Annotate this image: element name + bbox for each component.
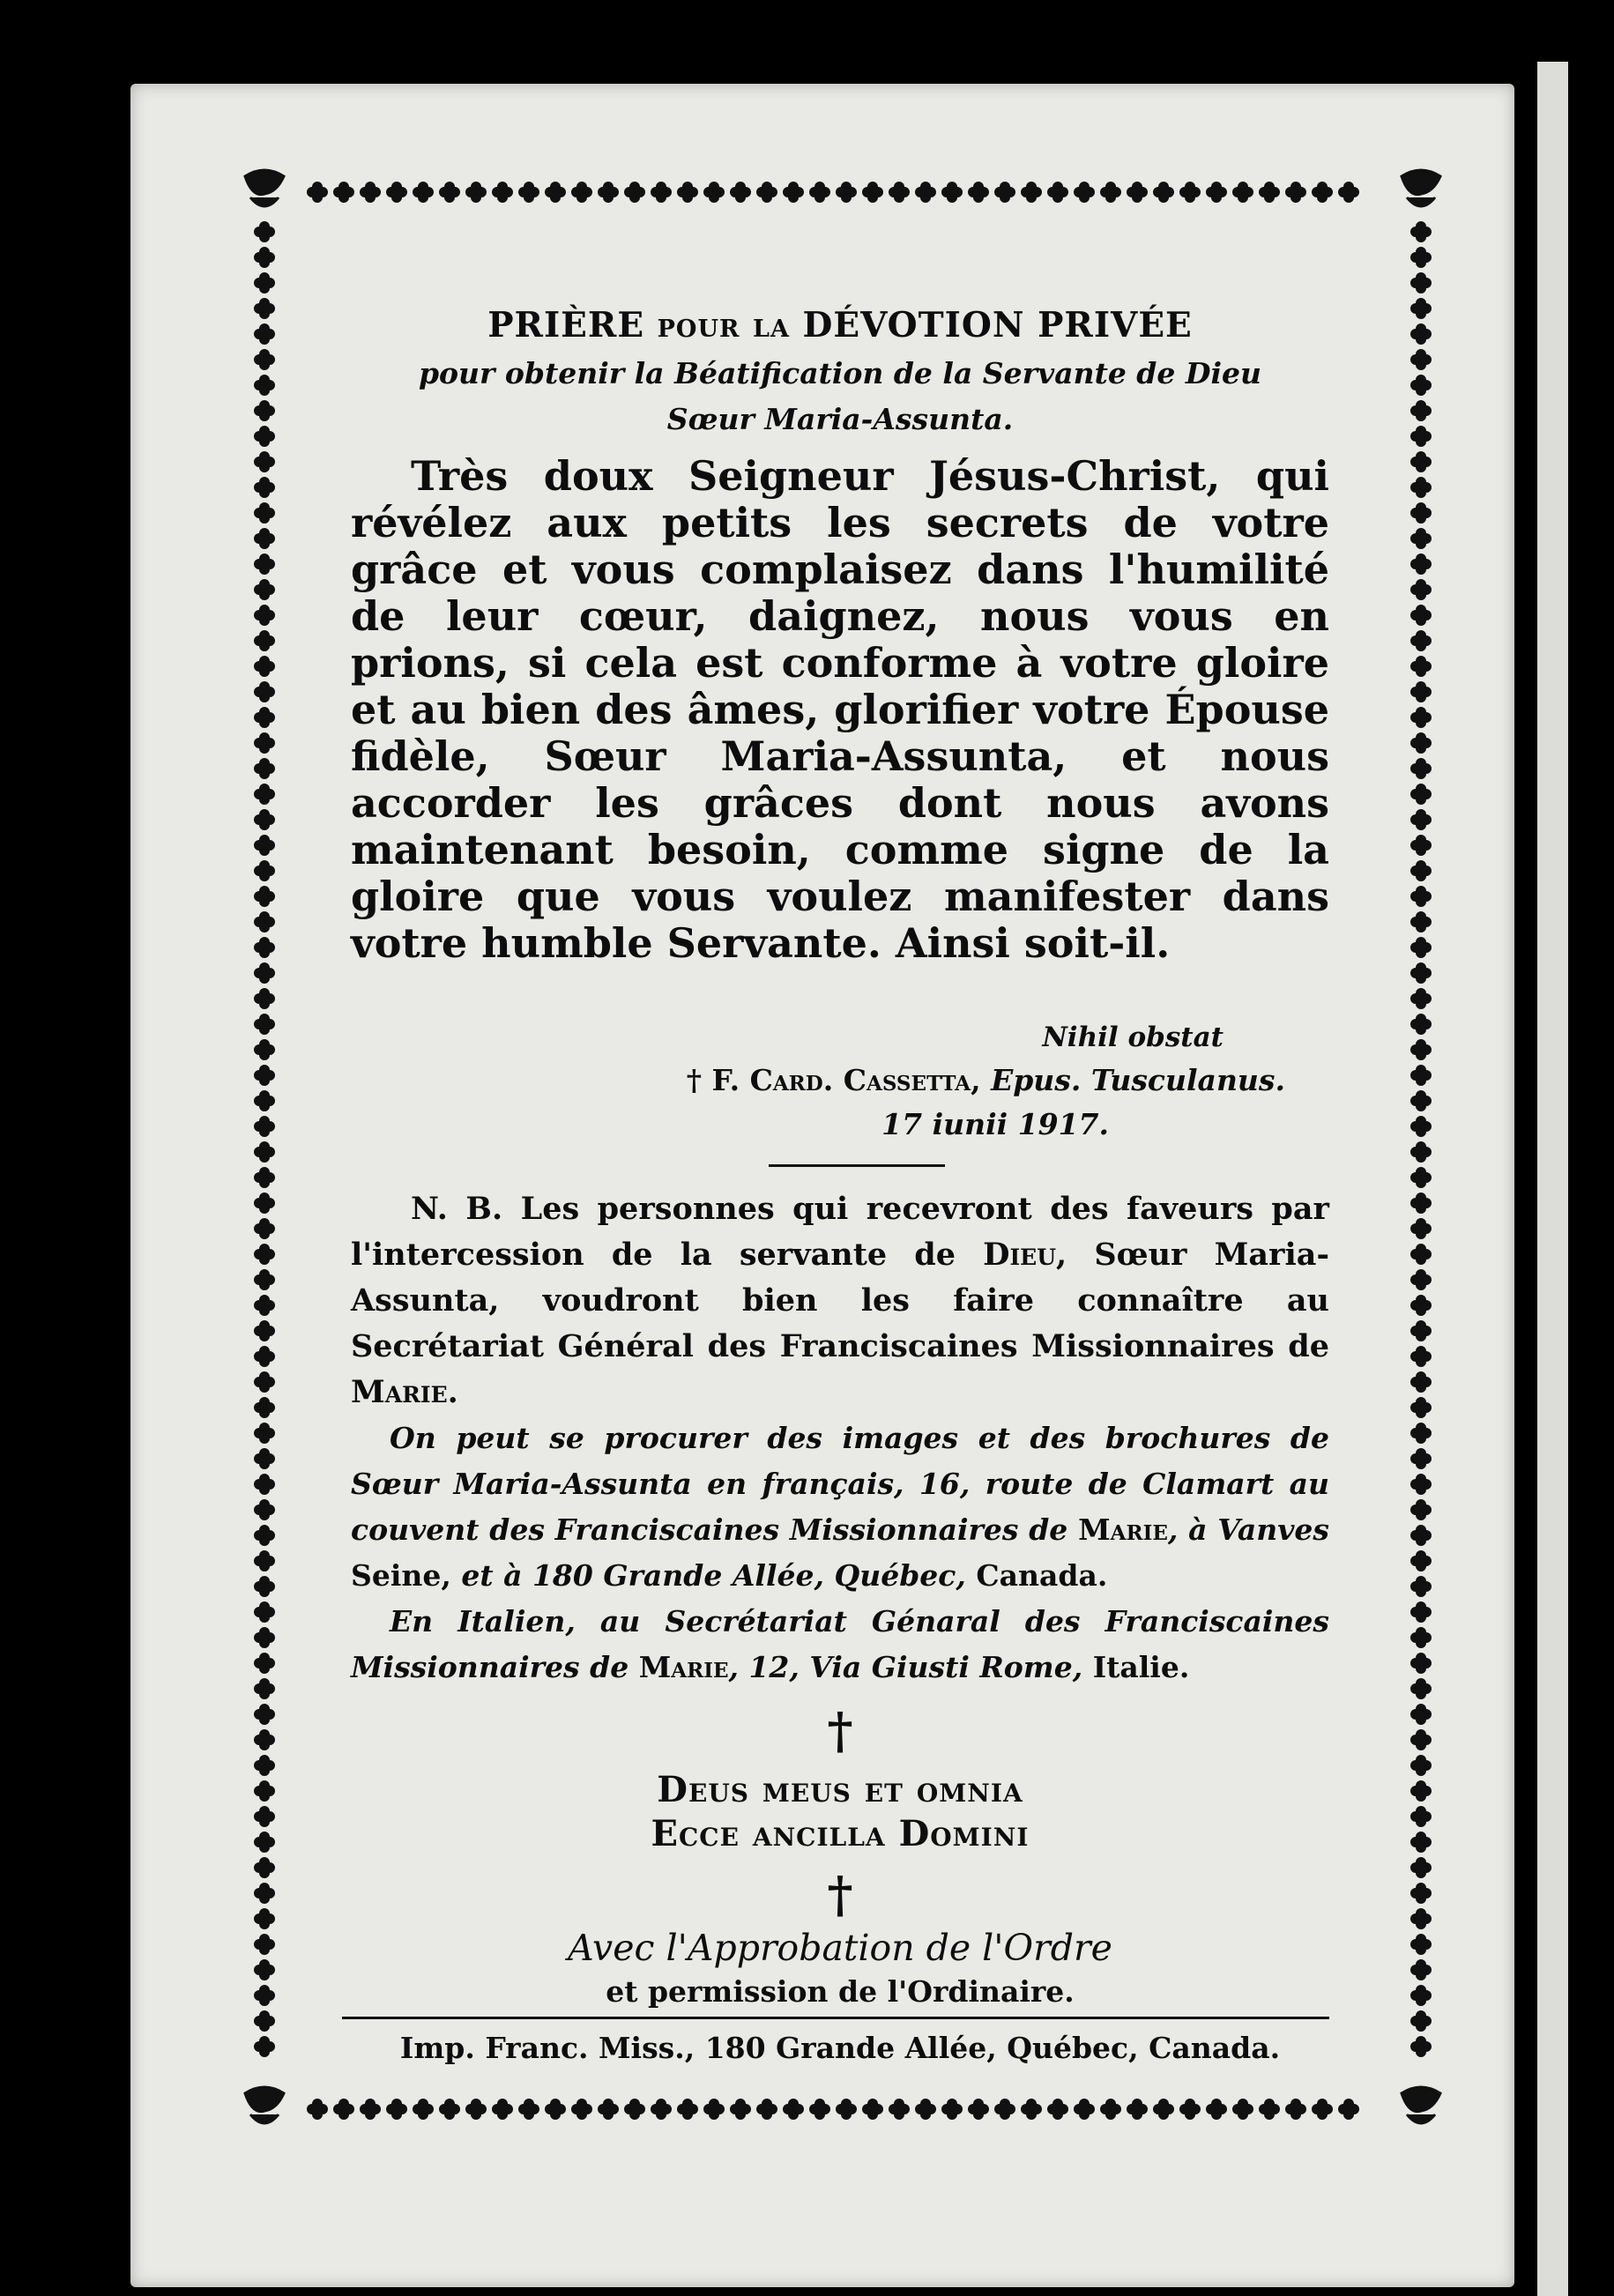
border-ornament bbox=[1411, 375, 1432, 396]
border-ornament bbox=[1411, 1347, 1432, 1367]
border-ornament bbox=[1101, 2099, 1121, 2120]
nb-text-1: Les personnes qui recevront des faveurs par l'intercession de la servante de bbox=[351, 1191, 1330, 1273]
border-ornament bbox=[334, 2099, 354, 2120]
border-ornament bbox=[1411, 1398, 1432, 1418]
border-ornament bbox=[255, 1526, 275, 1546]
border-ornament bbox=[1411, 1168, 1432, 1188]
border-ornament bbox=[255, 1628, 275, 1648]
border-ornament bbox=[255, 1832, 275, 1853]
cardinal-signature bbox=[351, 1059, 1285, 1103]
border-ornament bbox=[255, 1168, 275, 1188]
border-ornament bbox=[1411, 580, 1432, 600]
border-ornament bbox=[255, 1347, 275, 1367]
border-ornament bbox=[1411, 1500, 1432, 1520]
border-ornament bbox=[1411, 1756, 1432, 1776]
border-ornament bbox=[1075, 182, 1095, 203]
it-italie: Italie. bbox=[1092, 1650, 1190, 1684]
border-ornament bbox=[255, 836, 275, 856]
cross-mark: † bbox=[686, 1063, 702, 1097]
deus-meus-line: Deus meus et omnia bbox=[657, 1769, 1023, 1810]
border-ornament bbox=[625, 2099, 645, 2120]
prayer-heading: PRIÈRE pour la DÉVOTION PRIVÉE bbox=[487, 305, 1193, 346]
border-ornament bbox=[1339, 182, 1359, 203]
border-ornament bbox=[1411, 350, 1432, 370]
border-ornament bbox=[255, 1577, 275, 1597]
fr-vanves: Vanves bbox=[1217, 1512, 1329, 1547]
border-ornament bbox=[1411, 1270, 1432, 1290]
cardinal-title: Epus. Tusculanus. bbox=[991, 1063, 1285, 1097]
border-ornament bbox=[1180, 182, 1201, 203]
border-ornament bbox=[466, 182, 487, 203]
border-ornament bbox=[361, 2099, 381, 2120]
border-ornament bbox=[546, 182, 566, 203]
border-ornament bbox=[889, 2099, 910, 2120]
nihil-obstat: Nihil obstat bbox=[1042, 1022, 1224, 1053]
border-ornament bbox=[1411, 503, 1432, 524]
border-ornament bbox=[704, 2099, 725, 2120]
fr-marie: Marie bbox=[1078, 1512, 1168, 1547]
border-ornament bbox=[1411, 222, 1432, 242]
border-ornament bbox=[1411, 1628, 1432, 1648]
border-ornament bbox=[1127, 182, 1148, 203]
border-ornament bbox=[1411, 1296, 1432, 1316]
border-ornament bbox=[413, 2099, 434, 2120]
border-ornament bbox=[1411, 1679, 1432, 1699]
border-ornament bbox=[1411, 1960, 1432, 1980]
border-ornament bbox=[255, 912, 275, 933]
border-ornament bbox=[1260, 182, 1280, 203]
border-ornament bbox=[255, 2037, 275, 2057]
ecce-ancilla-line: Ecce ancilla Domini bbox=[651, 1813, 1030, 1854]
border-ornament bbox=[1411, 1193, 1432, 1214]
border-ornament bbox=[255, 1398, 275, 1418]
border-ornament bbox=[1075, 2099, 1095, 2120]
border-ornament bbox=[1411, 657, 1432, 677]
border-ornament bbox=[1411, 1577, 1432, 1597]
border-ornament bbox=[942, 2099, 963, 2120]
border-ornament bbox=[1411, 1449, 1432, 1469]
border-ornament bbox=[255, 733, 275, 754]
border-ornament bbox=[255, 1219, 275, 1239]
border-ornament bbox=[1411, 810, 1432, 830]
approval-date: 17 iunii 1917. bbox=[881, 1107, 1109, 1141]
border-ornament bbox=[1411, 1602, 1432, 1623]
border-ornament bbox=[255, 682, 275, 702]
prayer-text: Très doux Seigneur Jésus-Christ, qui révélez aux petits les secrets de votre grâce et vous complaisez dans l'humilité de leur cœur, daignez, nous vous en prions, si cela est conforme à votre gloire et au bien des âmes, glorifier votre Épouse fidèle, Sœur Maria-Assunta, et nous accorder les grâces dont nous avons maintenant besoin, comme signe de la gloire que vous voulez manifester dans votre humble Servante. Ainsi soit-il. bbox=[351, 452, 1329, 967]
border-ornament bbox=[1022, 2099, 1042, 2120]
border-ornament bbox=[1127, 2099, 1148, 2120]
border-ornament bbox=[255, 1423, 275, 1444]
border-ornament bbox=[1411, 401, 1432, 421]
border-ornament bbox=[255, 1781, 275, 1802]
border-ornament bbox=[519, 2099, 539, 2120]
border-ornament bbox=[519, 182, 539, 203]
border-ornament bbox=[837, 182, 857, 203]
border-ornament bbox=[704, 182, 725, 203]
border-ornament bbox=[1411, 1884, 1432, 1904]
border-ornament bbox=[255, 1602, 275, 1623]
it-marie: Marie bbox=[638, 1650, 729, 1684]
border-ornament bbox=[255, 1909, 275, 1929]
border-ornament bbox=[810, 2099, 830, 2120]
border-ornament bbox=[1154, 182, 1174, 203]
border-ornament bbox=[255, 503, 275, 524]
border-ornament bbox=[1313, 2099, 1333, 2120]
border-ornament bbox=[1411, 529, 1432, 549]
divider-short bbox=[769, 1164, 945, 1167]
permission-line: et permission de l'Ordinaire. bbox=[606, 1974, 1075, 2009]
border-ornament bbox=[255, 938, 275, 958]
border-ornament bbox=[1411, 784, 1432, 805]
border-ornament bbox=[1411, 1730, 1432, 1750]
border-ornament bbox=[1411, 989, 1432, 1009]
border-ornament bbox=[678, 2099, 698, 2120]
border-ornament bbox=[255, 606, 275, 626]
imprint-line: Imp. Franc. Miss., 180 Grande Allée, Québec, Canada. bbox=[399, 2031, 1281, 2065]
border-ornament bbox=[1233, 2099, 1253, 2120]
border-ornament bbox=[255, 1679, 275, 1699]
border-ornament bbox=[1411, 2011, 1432, 2032]
border-ornament bbox=[1411, 631, 1432, 651]
border-ornament bbox=[1411, 1372, 1432, 1393]
border-ornament bbox=[1411, 1142, 1432, 1163]
cross-icon: † bbox=[827, 1702, 853, 1760]
italian-copies-paragraph bbox=[351, 1599, 1329, 1690]
border-ornament bbox=[1411, 861, 1432, 881]
border-ornament bbox=[255, 1296, 275, 1316]
border-ornament bbox=[255, 810, 275, 830]
it-text-2: , 12, Via Giusti Rome, bbox=[728, 1650, 1083, 1684]
nb-marie: Marie bbox=[351, 1374, 448, 1410]
border-ornament bbox=[1411, 1014, 1432, 1035]
border-ornament bbox=[440, 182, 460, 203]
border-ornament bbox=[308, 2099, 328, 2120]
border-ornament bbox=[1411, 1526, 1432, 1546]
border-ornament bbox=[255, 529, 275, 549]
border-ornament bbox=[1339, 2099, 1359, 2120]
border-ornament bbox=[255, 2011, 275, 2032]
border-ornament bbox=[625, 182, 645, 203]
border-ornament bbox=[863, 2099, 883, 2120]
border-ornament bbox=[837, 2099, 857, 2120]
french-copies-paragraph bbox=[351, 1415, 1329, 1599]
border-ornament bbox=[440, 2099, 460, 2120]
border-ornament bbox=[942, 182, 963, 203]
cardinal-name: F. Card. Cassetta, bbox=[711, 1063, 981, 1097]
border-ornament bbox=[255, 784, 275, 805]
border-ornament bbox=[493, 182, 513, 203]
border-ornament bbox=[255, 1449, 275, 1469]
border-ornament bbox=[1411, 1066, 1432, 1086]
border-ornament bbox=[1411, 1040, 1432, 1060]
corner-ornament bbox=[1402, 2087, 1440, 2123]
border-ornament bbox=[1411, 1117, 1432, 1137]
border-ornament bbox=[651, 182, 672, 203]
border-ornament bbox=[1411, 452, 1432, 472]
border-ornament bbox=[1411, 427, 1432, 447]
border-ornament bbox=[995, 182, 1015, 203]
fr-seine: Seine, bbox=[351, 1558, 451, 1593]
border-ornament bbox=[784, 2099, 804, 2120]
border-ornament bbox=[1411, 478, 1432, 498]
border-ornament bbox=[255, 1321, 275, 1341]
border-ornament bbox=[387, 2099, 407, 2120]
border-ornament bbox=[1411, 836, 1432, 856]
subtitle-line-2: Sœur Maria-Assunta. bbox=[666, 402, 1014, 436]
border-ornament bbox=[255, 401, 275, 421]
border-ornament bbox=[255, 273, 275, 294]
border-ornament bbox=[784, 182, 804, 203]
prayer-card bbox=[351, 300, 1329, 2069]
border-ornament bbox=[255, 1066, 275, 1086]
border-ornament bbox=[863, 182, 883, 203]
border-ornament bbox=[308, 182, 328, 203]
border-ornament bbox=[255, 1475, 275, 1495]
border-ornament bbox=[1411, 938, 1432, 958]
border-ornament bbox=[1411, 1653, 1432, 1674]
border-ornament bbox=[255, 580, 275, 600]
border-ornament bbox=[1411, 2037, 1432, 2057]
border-ornament bbox=[255, 861, 275, 881]
border-ornament bbox=[757, 182, 777, 203]
border-ornament bbox=[1411, 708, 1432, 728]
border-ornament bbox=[255, 1730, 275, 1750]
border-ornament bbox=[1286, 182, 1306, 203]
border-ornament bbox=[255, 1270, 275, 1290]
border-ornament bbox=[1411, 1705, 1432, 1725]
border-ornament bbox=[889, 182, 910, 203]
border-ornament bbox=[1411, 1781, 1432, 1802]
border-ornament bbox=[1411, 1807, 1432, 1827]
border-ornament bbox=[255, 1653, 275, 1674]
fr-canada: Canada. bbox=[976, 1558, 1108, 1593]
border-ornament bbox=[255, 963, 275, 984]
border-ornament bbox=[255, 1756, 275, 1776]
border-ornament bbox=[1411, 1935, 1432, 1955]
border-ornament bbox=[1207, 2099, 1227, 2120]
border-ornament bbox=[255, 1091, 275, 1111]
border-ornament bbox=[1411, 1858, 1432, 1878]
it-text-1: En Italien, au Secrétariat Génaral des Franciscaines Missionnaires de bbox=[351, 1604, 1329, 1684]
border-ornament bbox=[255, 1142, 275, 1163]
border-ornament bbox=[255, 1117, 275, 1137]
border-ornament bbox=[1048, 182, 1068, 203]
border-ornament bbox=[255, 1014, 275, 1035]
border-ornament bbox=[255, 1960, 275, 1980]
border-ornament bbox=[255, 1500, 275, 1520]
border-ornament bbox=[1180, 2099, 1201, 2120]
border-ornament bbox=[1411, 299, 1432, 319]
border-ornament bbox=[1411, 606, 1432, 626]
border-ornament bbox=[572, 182, 592, 203]
nb-paragraph bbox=[351, 1186, 1329, 1415]
border-ornament bbox=[1048, 2099, 1068, 2120]
border-ornament bbox=[1411, 1909, 1432, 1929]
border-ornament bbox=[255, 1858, 275, 1878]
border-ornament bbox=[1411, 963, 1432, 984]
border-ornament bbox=[969, 182, 989, 203]
border-ornament bbox=[1411, 733, 1432, 754]
border-ornament bbox=[1154, 2099, 1174, 2120]
border-ornament bbox=[1411, 248, 1432, 268]
border-ornament bbox=[255, 375, 275, 396]
border-ornament bbox=[255, 554, 275, 575]
border-ornament bbox=[255, 1193, 275, 1214]
border-ornament bbox=[546, 2099, 566, 2120]
border-ornament bbox=[255, 324, 275, 345]
approbation-line: Avec l'Approbation de l'Ordre bbox=[568, 1927, 1112, 1969]
border-ornament bbox=[916, 2099, 936, 2120]
border-ornament bbox=[599, 2099, 619, 2120]
border-ornament bbox=[731, 182, 751, 203]
border-ornament bbox=[1411, 1986, 1432, 2006]
border-ornament bbox=[255, 631, 275, 651]
border-ornament bbox=[1207, 182, 1227, 203]
border-ornament bbox=[1260, 2099, 1280, 2120]
border-ornament bbox=[1411, 887, 1432, 907]
border-ornament bbox=[255, 427, 275, 447]
border-ornament bbox=[255, 350, 275, 370]
border-ornament bbox=[916, 182, 936, 203]
border-ornament bbox=[1101, 182, 1121, 203]
border-ornament bbox=[599, 182, 619, 203]
corner-ornament bbox=[245, 170, 284, 206]
border-ornament bbox=[334, 182, 354, 203]
border-ornament bbox=[255, 1986, 275, 2006]
border-ornament bbox=[255, 248, 275, 268]
divider-long bbox=[342, 2017, 1329, 2019]
border-ornament bbox=[995, 2099, 1015, 2120]
border-ornament bbox=[1411, 1219, 1432, 1239]
nb-dieu: Dieu bbox=[983, 1237, 1057, 1273]
border-ornament bbox=[731, 2099, 751, 2120]
border-ornament bbox=[1411, 1245, 1432, 1265]
border-ornament bbox=[387, 182, 407, 203]
border-ornament bbox=[255, 657, 275, 677]
border-ornament bbox=[1411, 682, 1432, 702]
border-ornament bbox=[255, 989, 275, 1009]
border-ornament bbox=[255, 299, 275, 319]
border-ornament bbox=[466, 2099, 487, 2120]
border-ornament bbox=[969, 2099, 989, 2120]
nb-text-2: , Sœur Maria-Assunta, voudront bien les faire connaître au Secrétariat Général des Franciscaines Missionnaires de bbox=[351, 1237, 1329, 1364]
border-ornament bbox=[255, 1245, 275, 1265]
border-ornament bbox=[1286, 2099, 1306, 2120]
border-ornament bbox=[678, 182, 698, 203]
border-ornament bbox=[255, 478, 275, 498]
corner-ornament bbox=[1402, 170, 1440, 206]
border-ornament bbox=[255, 1551, 275, 1572]
fr-text-3: et à 180 Grande Allée, Québec, bbox=[461, 1558, 966, 1593]
subtitle-line-1: pour obtenir la Béatification de la Servante de Dieu bbox=[418, 356, 1262, 390]
border-ornament bbox=[810, 182, 830, 203]
border-ornament bbox=[651, 2099, 672, 2120]
border-ornament bbox=[1411, 273, 1432, 294]
border-ornament bbox=[255, 1935, 275, 1955]
border-ornament bbox=[255, 1372, 275, 1393]
border-ornament bbox=[572, 2099, 592, 2120]
border-ornament bbox=[1411, 1321, 1432, 1341]
fr-text-1: On peut se procurer des images et des brochures de Sœur Maria-Assunta en français, 16, route de Clamart au couvent des Franciscaines Missionnaires de bbox=[351, 1421, 1329, 1547]
border-ornament bbox=[1313, 182, 1333, 203]
border-ornament bbox=[255, 1807, 275, 1827]
border-ornament bbox=[255, 222, 275, 242]
border-ornament bbox=[1411, 1551, 1432, 1572]
border-ornament bbox=[1411, 324, 1432, 345]
border-ornament bbox=[1411, 1832, 1432, 1853]
border-ornament bbox=[255, 1884, 275, 1904]
border-ornament bbox=[413, 182, 434, 203]
border-ornament bbox=[1022, 182, 1042, 203]
border-ornament bbox=[1411, 912, 1432, 933]
cross-icon-2: † bbox=[827, 1866, 853, 1924]
border-ornament bbox=[255, 708, 275, 728]
border-ornament bbox=[1233, 182, 1253, 203]
border-ornament bbox=[255, 1705, 275, 1725]
nb-text-3: . bbox=[447, 1374, 458, 1410]
border-ornament bbox=[757, 2099, 777, 2120]
border-ornament bbox=[361, 182, 381, 203]
border-ornament bbox=[255, 887, 275, 907]
border-ornament bbox=[255, 1040, 275, 1060]
border-ornament bbox=[255, 452, 275, 472]
border-ornament bbox=[493, 2099, 513, 2120]
border-ornament bbox=[255, 759, 275, 779]
border-ornament bbox=[1411, 1475, 1432, 1495]
border-ornament bbox=[1411, 1423, 1432, 1444]
corner-ornament bbox=[245, 2087, 284, 2123]
border-ornament bbox=[1411, 554, 1432, 575]
border-ornament bbox=[1411, 759, 1432, 779]
nb-label: N. B. bbox=[411, 1191, 503, 1227]
fr-text-2: , à bbox=[1167, 1512, 1208, 1547]
border-ornament bbox=[1411, 1091, 1432, 1111]
